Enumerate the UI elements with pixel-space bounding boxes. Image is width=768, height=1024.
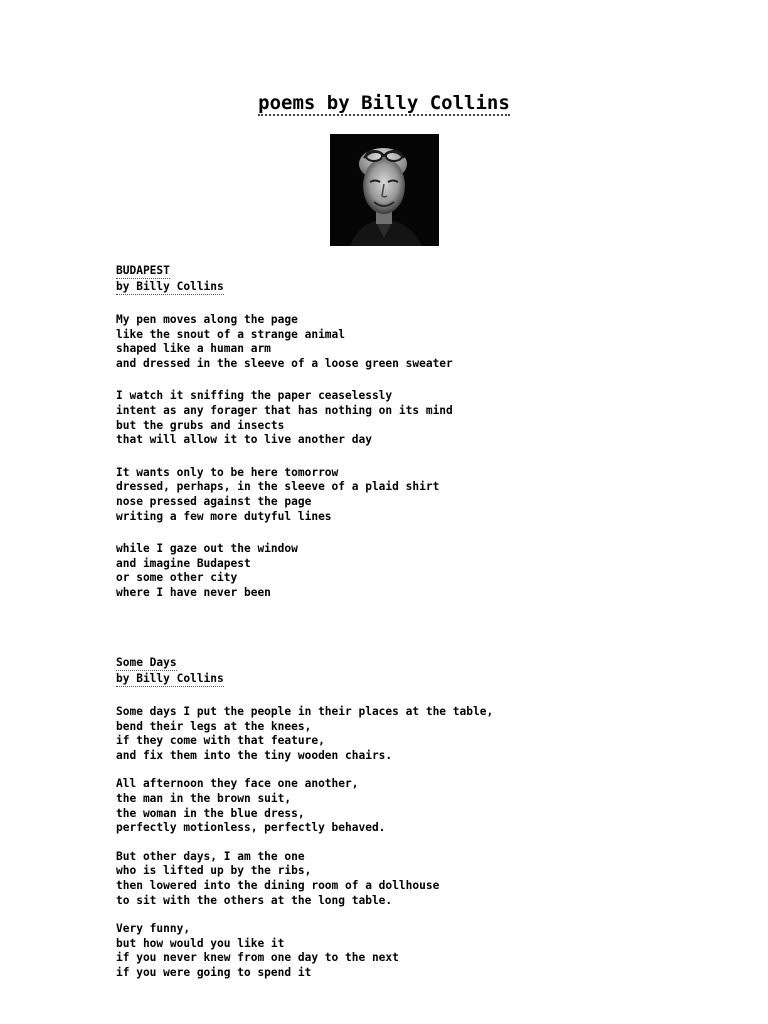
poem-line: or some other city [116,571,238,585]
poem-line: where I have never been [116,585,271,599]
poem-line: and imagine Budapest [116,556,251,570]
poem-line: intent as any forager that has nothing on its mind [116,403,453,417]
stanza [116,542,736,600]
stanza [116,466,736,524]
page-title-text: poems by Billy Collins [258,92,510,114]
stanza [116,313,736,371]
poem-author[interactable]: by Billy Collins [116,671,224,685]
poem-line: Very funny, [116,922,191,936]
poem-line: dressed, perhaps, in the sleeve of a plaid shirt [116,480,440,494]
stanza [116,389,736,447]
stanza [116,850,736,908]
author-portrait [330,134,439,246]
poem-title[interactable]: BUDAPEST [116,264,170,277]
poem-line: while I gaze out the window [116,542,298,556]
poem-budapest [116,264,736,601]
poem-author[interactable]: by Billy Collins [116,279,224,293]
poem-some-days [116,656,736,981]
poem-line: but how would you like it [116,936,285,950]
poem-line: My pen moves along the page [116,313,298,326]
poem-line: I watch it sniffing the paper ceaselessly [116,389,393,403]
poem-line: that will allow it to live another day [116,433,372,447]
poem-title[interactable]: Some Days [116,656,177,669]
page-title [0,90,768,116]
stanza [116,705,736,763]
poem-line: the man in the brown suit, [116,791,292,805]
poem-line: the woman in the blue dress, [116,806,305,820]
poem-line: if you were going to spend it [116,965,312,979]
poem-line: if they come with that feature, [116,734,325,748]
poem-line: and fix them into the tiny wooden chairs. [116,748,393,762]
poem-line: nose pressed against the page [116,494,312,508]
poem-line: but the grubs and insects [116,418,285,432]
poem-line: But other days, I am the one [116,849,305,863]
poem-line: perfectly motionless, perfectly behaved. [116,821,386,835]
poem-line: shaped like a human arm [116,342,271,356]
poem-line: if you never knew from one day to the next [116,951,399,965]
poem-line: and dressed in the sleeve of a loose green sweater [116,356,453,370]
stanza [116,777,736,835]
poem-line: It wants only to be here tomorrow [116,465,339,479]
poem-line: writing a few more dutyful lines [116,509,332,523]
poem-line: who is lifted up by the ribs, [116,864,312,878]
poem-line: bend their legs at the knees, [116,719,312,733]
stanza [116,922,736,980]
poem-line: like the snout of a strange animal [116,327,346,341]
poem-line: All afternoon they face one another, [116,777,359,791]
poem-line: Some days I put the people in their places at the table, [116,705,494,718]
poem-line: to sit with the others at the long table. [116,893,393,907]
poem-line: then lowered into the dining room of a dollhouse [116,878,440,892]
